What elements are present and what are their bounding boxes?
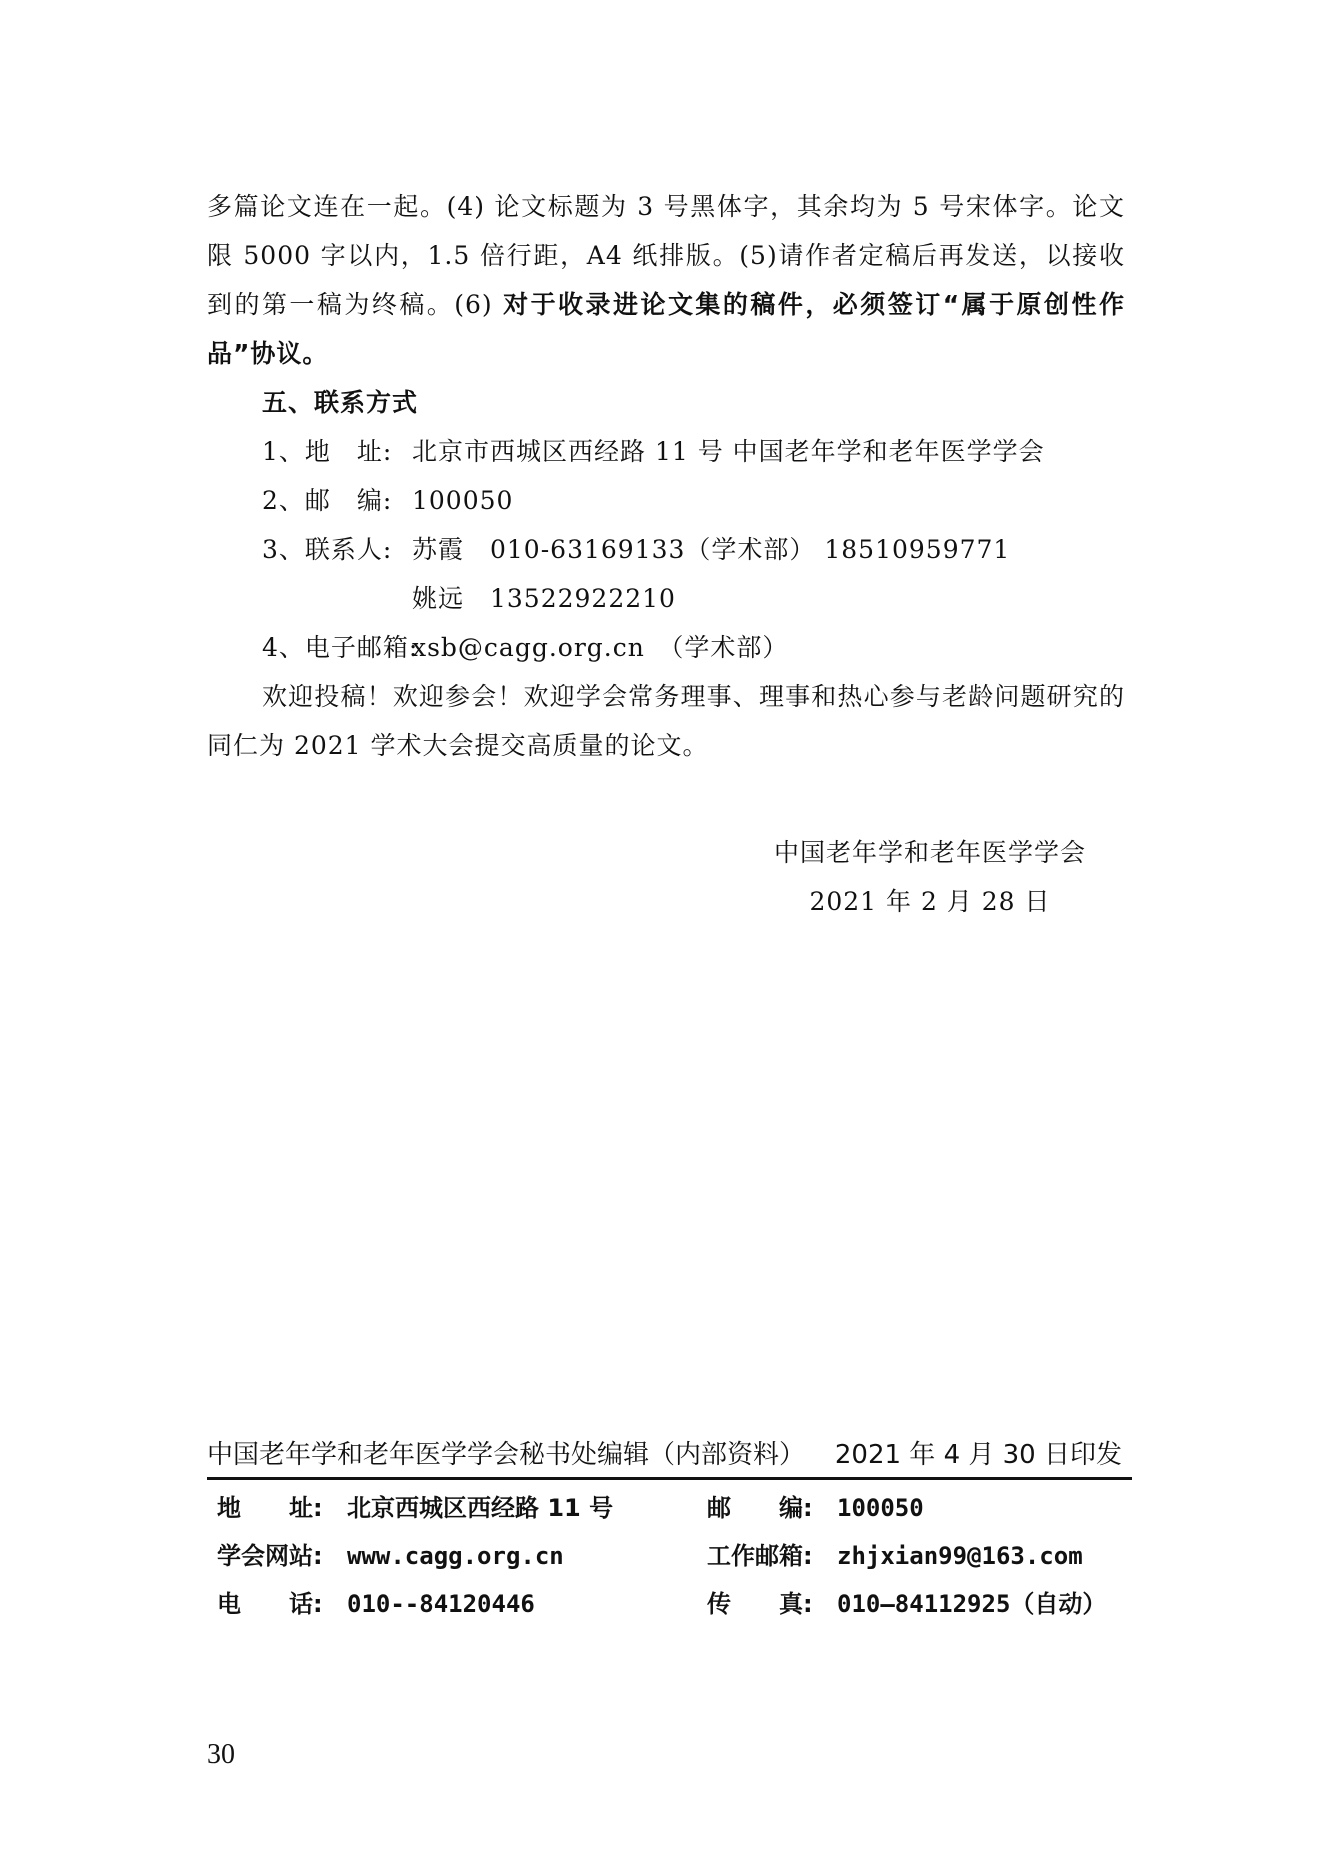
footer-address [217, 1484, 707, 1532]
originality-agreement-text: 对于收录进论文集的稿件，必须签订“属于原创性作品”协议。 [207, 290, 1125, 368]
footer-info-grid [207, 1484, 1132, 1628]
footer-block [207, 1435, 1132, 1628]
signature-block [740, 828, 1120, 926]
contact-address [207, 427, 1125, 476]
footer-workmail [707, 1532, 1137, 1580]
signature-date: 2021 年 2 月 28 日 [809, 887, 1051, 916]
contact-postcode [207, 476, 1125, 525]
requirements-text: 多篇论文连在一起。(4) 论文标题为 3 号黑体字，其余均为 5 号宋体字。论文限 5000 字以内，1.5 倍行距，A4 纸排版。(5)请作者定稿后再发送，以接收到的第一稿为终稿。(6) [207, 192, 1125, 319]
contact-address-label: 1、地 址: [262, 437, 393, 466]
submission-requirements-paragraph [207, 182, 1125, 378]
contact-person-continuation: 姚远 13522922210 [412, 584, 676, 613]
contact-email [207, 623, 1125, 672]
footer-title-editor: 中国老年学和老年医学学会秘书处编辑（内部资料） [207, 1440, 806, 1470]
contact-email-value: xsb@cagg.org.cn （学术部） [412, 633, 789, 662]
body-text [207, 182, 1125, 770]
footer-postcode [707, 1484, 1137, 1532]
closing-paragraph: 欢迎投稿！欢迎参会！欢迎学会常务理事、理事和热心参与老龄问题研究的同仁为 2021 学术大会提交高质量的论文。 [207, 682, 1125, 760]
footer-divider [207, 1477, 1132, 1480]
contact-address-value: 北京市西城区西经路 11 号 中国老年学和老年医学学会 [412, 437, 1045, 466]
footer-website-label: 学会网站: [217, 1542, 323, 1570]
footer-fax [707, 1580, 1137, 1628]
footer-fax-value: 010—84112925（自动） [837, 1590, 1107, 1618]
footer-title-date: 2021 年 4 月 30 日印发 [834, 1440, 1122, 1470]
footer-postcode-value: 100050 [837, 1494, 924, 1522]
contact-email-label: 4、电子邮箱: [262, 633, 419, 662]
footer-website [217, 1532, 707, 1580]
signature-org: 中国老年学和老年医学学会 [773, 838, 1086, 867]
contact-postcode-value: 100050 [412, 486, 514, 515]
footer-address-label: 地 址: [217, 1494, 323, 1522]
footer-phone-value: 010--84120446 [347, 1590, 535, 1618]
contact-person-value: 苏霞 010-63169133（学术部） 18510959771 [412, 535, 1011, 564]
footer-workmail-value: zhjxian99@163.com [837, 1542, 1083, 1570]
section-heading-contact: 五、联系方式 [262, 388, 419, 417]
footer-workmail-label: 工作邮箱: [707, 1542, 813, 1570]
contact-postcode-label: 2、邮 编: [262, 486, 393, 515]
contact-person [207, 525, 1125, 574]
footer-fax-label: 传 真: [707, 1590, 813, 1618]
footer-address-value: 北京西城区西经路 11 号 [347, 1494, 614, 1522]
footer-postcode-label: 邮 编: [707, 1494, 813, 1522]
footer-website-value: www.cagg.org.cn [347, 1542, 564, 1570]
contact-person-label: 3、联系人: [262, 535, 393, 564]
footer-title [207, 1435, 1132, 1475]
footer-phone-label: 电 话: [217, 1590, 323, 1618]
footer-phone [217, 1580, 707, 1628]
page-number: 30 [207, 1739, 235, 1770]
